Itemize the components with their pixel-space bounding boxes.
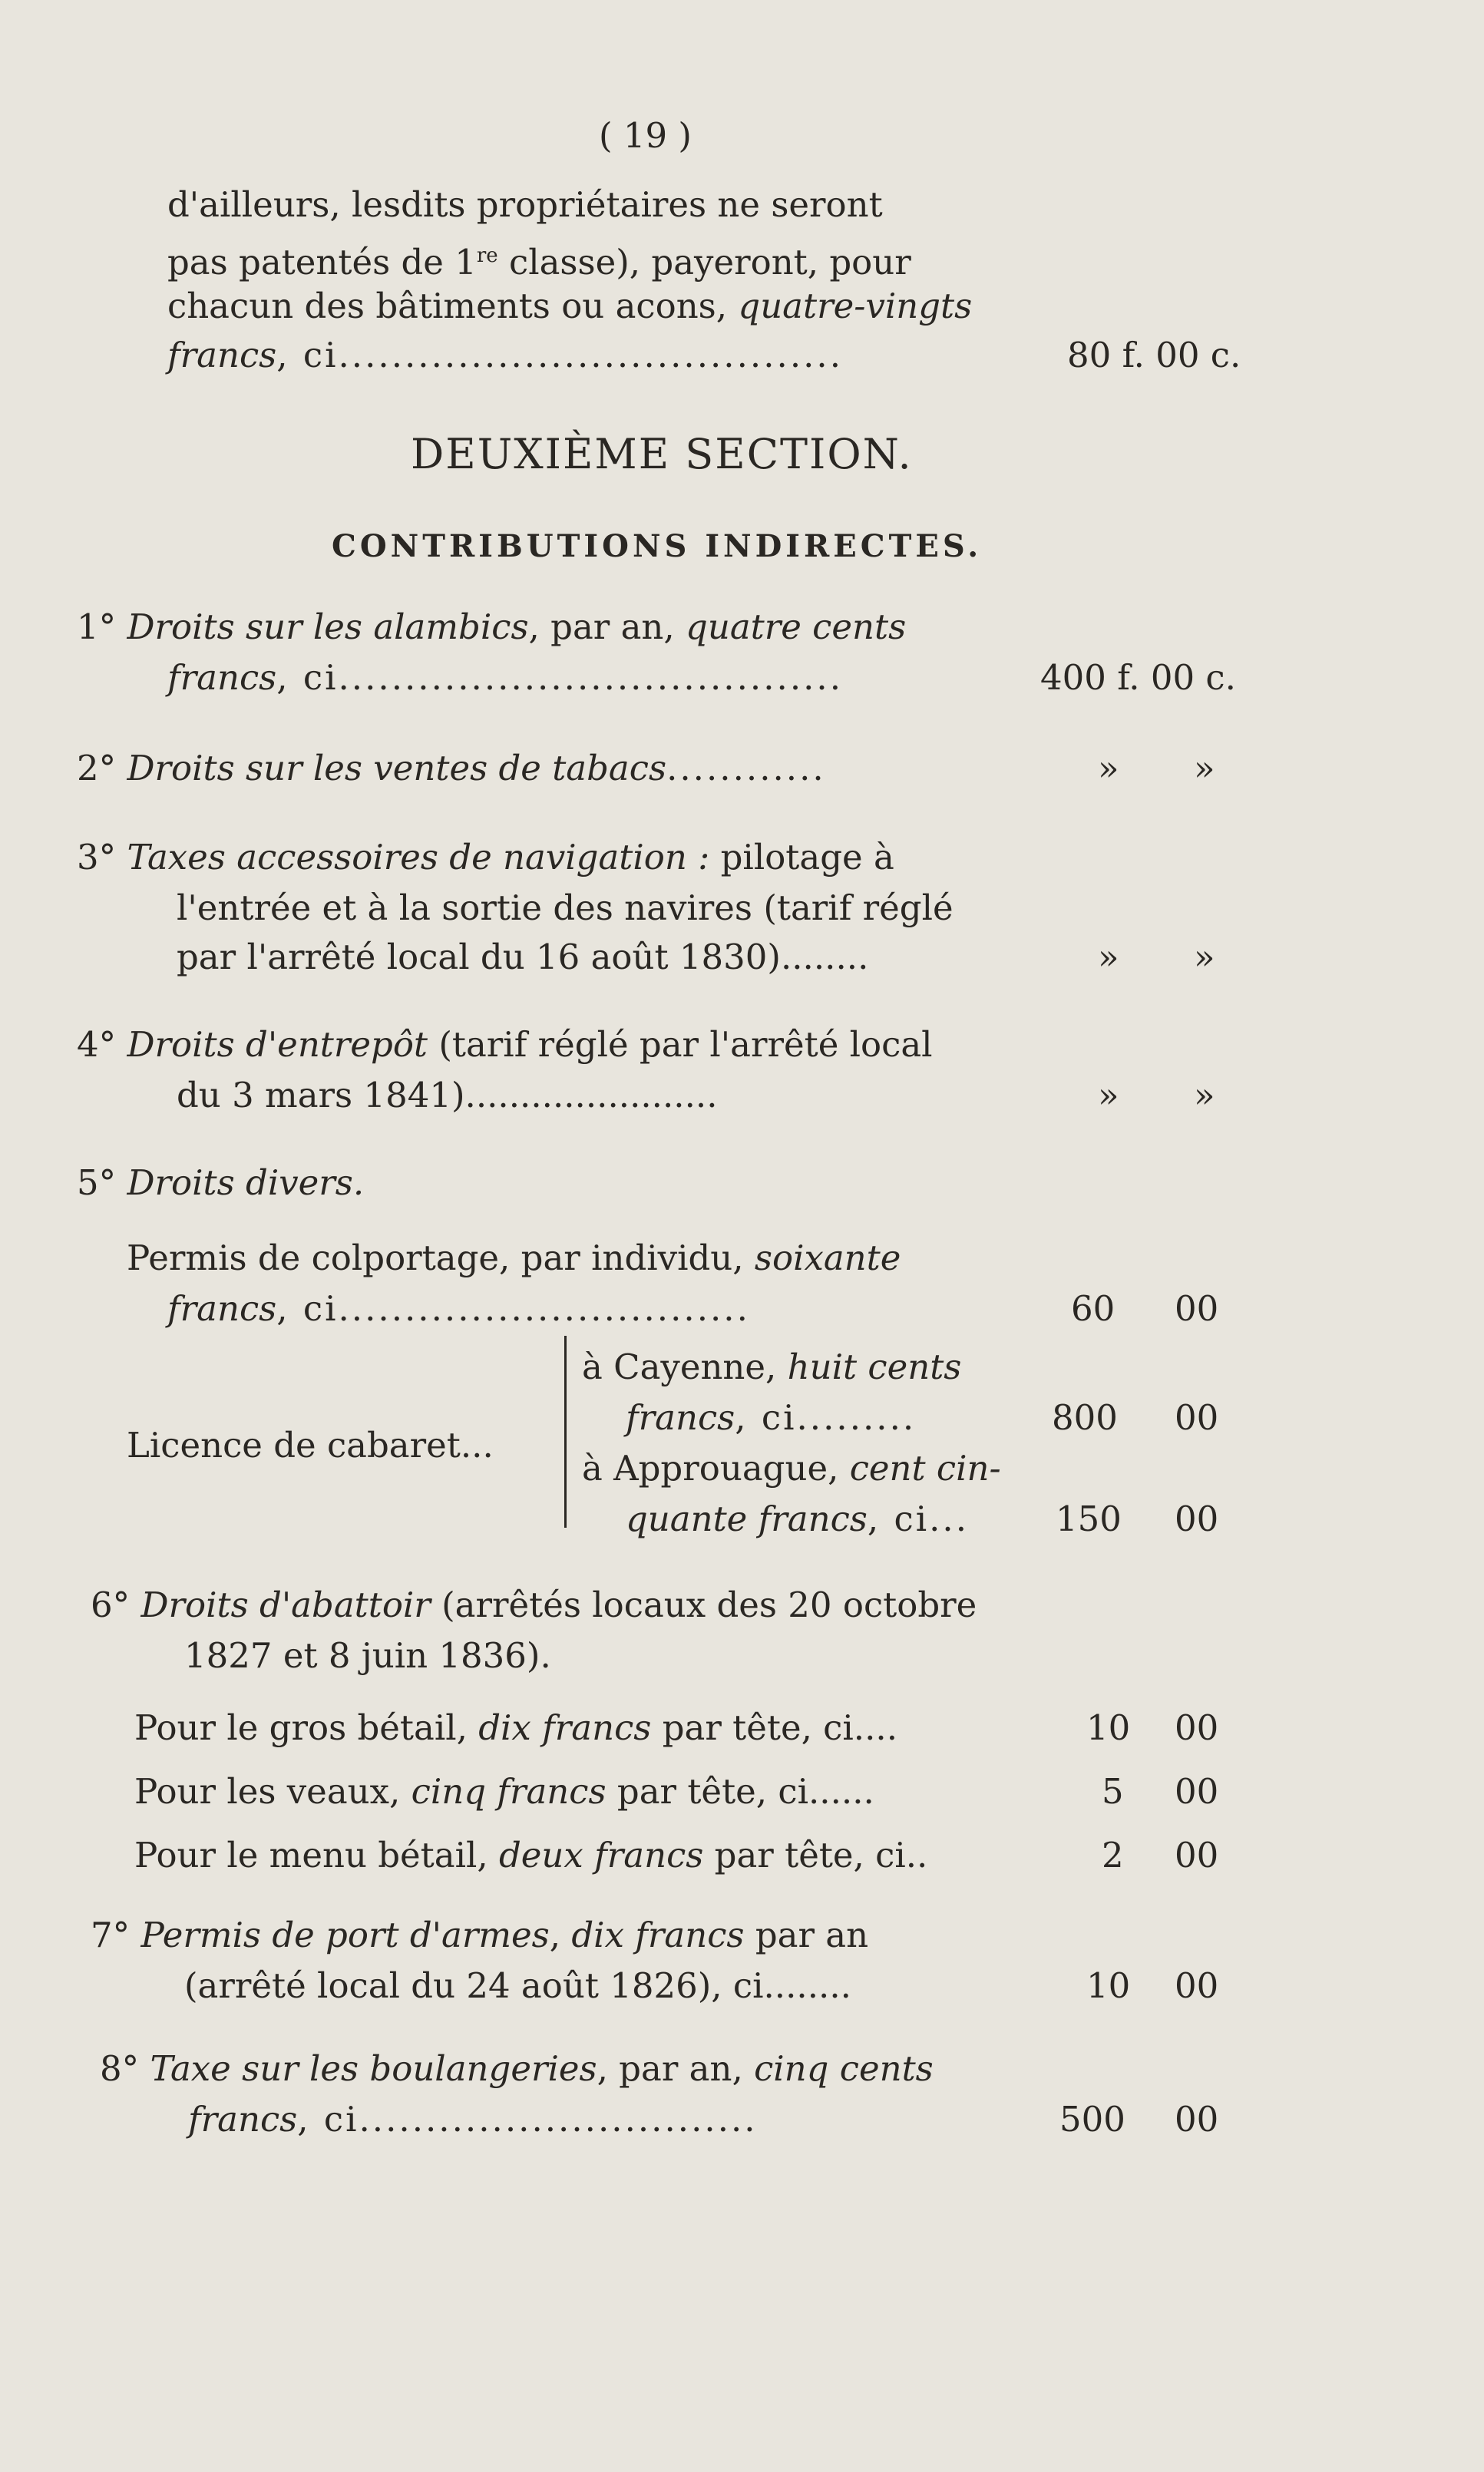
item-3-title: Taxes accessoires de navigation : [127, 837, 710, 877]
veaux-amount-a: 5 [1102, 1771, 1124, 1812]
approuague-amount-b: 00 [1175, 1499, 1219, 1539]
leader-dots: , ci............................... [276, 1288, 750, 1329]
item-7-line-1 [91, 1912, 868, 1959]
permis-line-2 [167, 1285, 750, 1333]
item-8-line-1 [100, 2045, 934, 2093]
cayenne-text: à Cayenne, [582, 1347, 788, 1387]
item-4-text: (tarif réglé par l'arrêté local [428, 1024, 933, 1065]
opening-line-2-end: classe), payeront, pour [497, 242, 911, 283]
page-number: ( 19 ) [599, 115, 692, 156]
permis-italic: soixante [754, 1238, 901, 1278]
item-8-amount-b: 00 [1175, 2099, 1219, 2140]
item-5-line [77, 1159, 364, 1207]
permis-line-2-italic: francs [167, 1288, 277, 1329]
approuague-italic: cent cin- [849, 1448, 1001, 1489]
leader-dots: ............ [666, 748, 826, 788]
gros-rest: par tête, ci.... [651, 1707, 897, 1748]
item-1-number: 1° [77, 606, 117, 647]
approuague-line-1 [582, 1445, 1001, 1492]
item-1-title: Droits sur les alambics [127, 606, 529, 647]
opening-amount: 80 f. 00 c. [1067, 335, 1241, 375]
item-8-italic: cinq cents [754, 2048, 934, 2089]
item-5-title: Droits divers. [127, 1162, 365, 1203]
cayenne-italic: huit cents [787, 1347, 962, 1387]
item-4-title: Droits d'entrepôt [127, 1024, 428, 1065]
item-3-number: 3° [77, 837, 117, 877]
menu-rest: par tête, ci.. [703, 1835, 928, 1875]
menu-amount-b: 00 [1175, 1835, 1219, 1875]
item-4-amount-a: » [1098, 1075, 1119, 1115]
veaux-italic: cinq francs [411, 1771, 606, 1812]
item-2-amount-b: » [1194, 748, 1215, 788]
leader-dots: , ci.............................. [297, 2099, 758, 2140]
opening-line-3-text: chacun des bâtiments ou acons, [167, 286, 739, 326]
item-4-line-1 [77, 1021, 933, 1069]
item-7-number: 7° [91, 1915, 131, 1955]
item-4-number: 4° [77, 1024, 117, 1065]
gros-amount-a: 10 [1086, 1707, 1131, 1748]
item-7-amount-b: 00 [1175, 1965, 1219, 2006]
opening-line-2 [167, 232, 911, 286]
gros-text: Pour le gros bétail, [134, 1707, 479, 1748]
item-1-line-2 [167, 654, 843, 702]
item-3-text: pilotage à [709, 837, 894, 877]
item-2-line [77, 745, 826, 792]
leader-dots: , ci... [867, 1499, 970, 1539]
permis-amount-b: 00 [1175, 1288, 1219, 1329]
item-2-number: 2° [77, 748, 117, 788]
leader-dots: , ci......... [735, 1397, 917, 1438]
item-8-line-2 [188, 2096, 758, 2143]
item-3-line-3: par l'arrêté local du 16 août 1830)........ [177, 937, 869, 977]
item-4-amount-b: » [1194, 1075, 1215, 1115]
item-6-line-1 [91, 1581, 977, 1629]
cayenne-line-2-italic: francs [626, 1397, 735, 1438]
opening-line-1: d'ailleurs, lesdits propriétaires ne seront [167, 184, 883, 225]
item-6-title: Droits d'abattoir [140, 1585, 431, 1625]
item-8-number: 8° [100, 2048, 140, 2089]
gros-italic: dix francs [478, 1707, 652, 1748]
item-1-amount: 400 f. 00 c. [1040, 657, 1236, 698]
item-8-title: Taxe sur les boulangeries [150, 2048, 597, 2089]
section-title: DEUXIÈME SECTION. [411, 430, 913, 478]
item-3-amount-b: » [1194, 937, 1215, 977]
menu-betail-line [134, 1832, 927, 1879]
item-7-text-2: par an [744, 1915, 869, 1955]
opening-line-3 [167, 283, 972, 330]
superscript: re [476, 244, 498, 267]
item-1-line-1 [77, 603, 906, 651]
item-8-text: , par an, [597, 2048, 755, 2089]
item-6-text: (arrêtés locaux des 20 octobre [430, 1585, 977, 1625]
item-3-amount-a: » [1098, 937, 1119, 977]
item-4-line-2: du 3 mars 1841)....................... [177, 1075, 718, 1115]
item-7-title: Permis de port d'armes [140, 1915, 550, 1955]
item-1-italic: quatre cents [686, 606, 907, 647]
item-3-line-2: l'entrée et à la sortie des navires (tarif réglé [177, 887, 954, 928]
licence-brace [564, 1336, 567, 1528]
item-7-amount-a: 10 [1086, 1965, 1131, 2006]
item-1-line-2-italic: francs [167, 657, 277, 698]
opening-line-2-start: pas patentés de 1 [167, 242, 477, 283]
veaux-rest: par tête, ci...... [606, 1771, 874, 1812]
veaux-line [134, 1768, 874, 1816]
item-2-amount-a: » [1098, 748, 1119, 788]
approuague-line-2 [626, 1495, 969, 1543]
item-3-line-1 [77, 834, 894, 881]
veaux-text: Pour les veaux, [134, 1771, 411, 1812]
permis-text: Permis de colportage, par individu, [127, 1238, 755, 1278]
approuague-text: à Approuague, [582, 1448, 850, 1489]
opening-line-4-italic: francs [167, 335, 277, 375]
approuague-line-2-italic: quante francs [626, 1499, 868, 1539]
gros-amount-b: 00 [1175, 1707, 1219, 1748]
item-7-text: , [549, 1915, 572, 1955]
cayenne-amount-b: 00 [1175, 1397, 1219, 1438]
permis-line-1 [127, 1234, 901, 1282]
cayenne-line-2 [626, 1394, 916, 1442]
opening-line-4 [167, 332, 843, 379]
item-8-line-2-italic: francs [188, 2099, 298, 2140]
permis-amount-a: 60 [1071, 1288, 1115, 1329]
cayenne-amount-a: 800 [1052, 1397, 1118, 1438]
item-7-italic: dix francs [571, 1915, 745, 1955]
menu-amount-a: 2 [1102, 1835, 1124, 1875]
section-subtitle: CONTRIBUTIONS INDIRECTES. [332, 528, 983, 564]
gros-betail-line [134, 1704, 897, 1752]
licence-label: Licence de cabaret... [127, 1425, 494, 1466]
menu-italic: deux francs [498, 1835, 704, 1875]
cayenne-line-1 [582, 1343, 961, 1391]
item-1-text: , par an, [528, 606, 686, 647]
item-8-amount-a: 500 [1059, 2099, 1125, 2140]
item-2-title: Droits sur les ventes de tabacs [127, 748, 667, 788]
opening-line-3-italic: quatre-vingts [738, 286, 973, 326]
item-5-number: 5° [77, 1162, 117, 1203]
leader-dots: , ci...................................... [276, 335, 844, 375]
veaux-amount-b: 00 [1175, 1771, 1219, 1812]
item-7-line-2: (arrêté local du 24 août 1826), ci........ [184, 1965, 851, 2006]
approuague-amount-a: 150 [1056, 1499, 1122, 1539]
item-6-number: 6° [91, 1585, 131, 1625]
leader-dots: , ci...................................... [276, 657, 844, 698]
item-6-line-2: 1827 et 8 juin 1836). [184, 1635, 551, 1676]
menu-text: Pour le menu bétail, [134, 1835, 499, 1875]
